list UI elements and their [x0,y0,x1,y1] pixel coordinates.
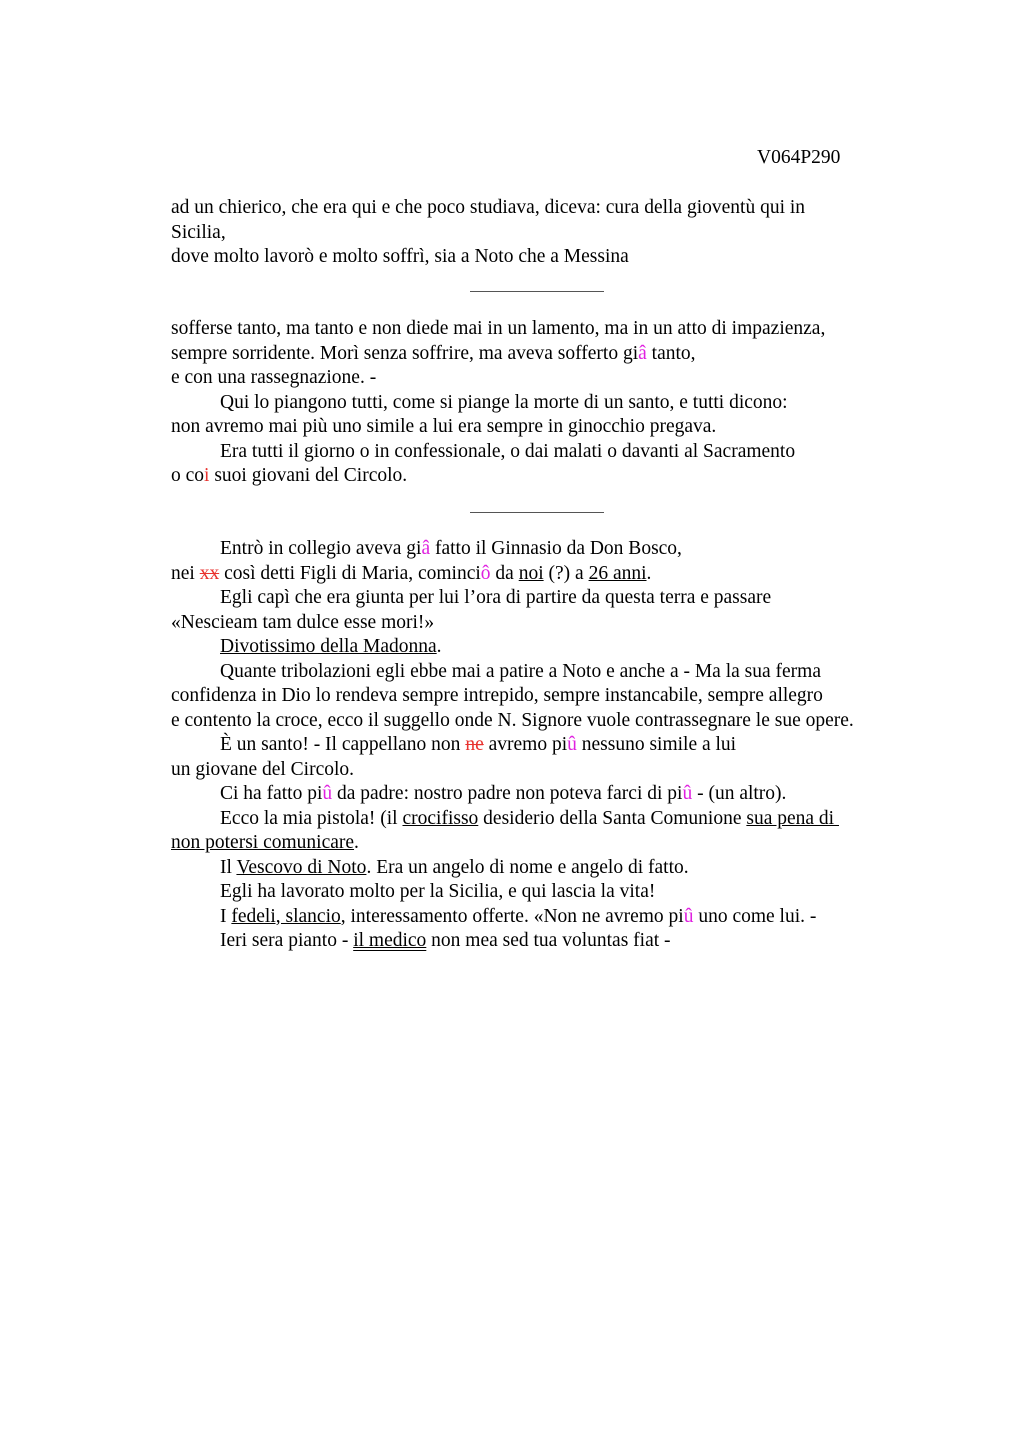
text-span: I [220,905,232,927]
paragraph-block-1 [171,196,911,270]
text-line [171,391,911,416]
corrected-accent: â [638,342,647,364]
text-span: e contento la croce, ecco il suggello onde N. Signore vuole contrassegnare le sue opere. [171,709,854,731]
text-line [171,831,911,856]
text-line [171,537,911,562]
text-span: nessuno simile a lui [576,734,737,755]
page-id: V064P290 [757,147,841,168]
text-line [171,611,911,636]
text-span: È un santo! - Il cappellano non [220,734,466,755]
text-line [171,464,911,489]
text-span: confidenza in Dio lo rendeva sempre intrepido, sempre instancabile, sempre allegro [171,685,823,706]
text-line [171,440,911,465]
corrected-accent: ô [480,562,491,584]
text-span: . [646,562,652,584]
underlined-text: 26 anni [588,562,647,584]
corrected-letter: i [204,465,210,486]
text-line [171,562,911,587]
text-line [171,880,911,905]
paragraph-block-2 [171,317,911,489]
text-line [171,221,911,246]
text-span: non avremo mai più uno simile a lui era sempre in ginocchio pregava. [171,416,717,437]
underlined-text: non potersi comunicare [171,832,355,853]
text-span: Qui lo piangono tutti, come si piange la morte di un santo, e tutti dicono: [220,391,788,413]
underlined-text: il medico [353,930,427,951]
underlined-text: noi [518,562,544,584]
underlined-text: Vescovo di Noto [236,856,367,878]
corrected-accent: û [322,783,333,804]
text-line [171,366,911,391]
text-span: . [436,636,442,657]
corrected-accent: û [567,734,577,755]
corrected-accent: â [421,538,431,559]
text-line [171,684,911,709]
text-span: , interessamento offerte. «Non ne avremo pi [340,905,684,927]
text-line [171,342,911,367]
section-separator [470,512,604,513]
text-span: Ecco la mia pistola! (il [220,807,403,829]
text-span: nei [171,562,200,584]
text-span: «Nescieam tam dulce esse mori!» [171,611,435,633]
deleted-text: xx [199,562,220,584]
text-line [171,733,911,758]
text-span: o co [171,465,205,486]
text-span: Ieri sera pianto - [220,930,354,951]
text-span: desiderio della Santa Comunione [478,807,747,829]
text-span: avremo pi [483,734,568,755]
text-span: fatto il Ginnasio da Don Bosco, [430,538,682,559]
text-span: - (un altro). [692,783,787,804]
text-line [171,807,911,832]
text-span: . Era un angelo di nome e angelo di fatto. [366,856,689,878]
text-span: Ci ha fatto pi [220,783,323,804]
text-span: ad un chierico, che era qui e che poco studiava, diceva: cura della gioventù qui in [171,197,806,218]
text-span: Egli ha lavorato molto per la Sicilia, e qui lascia la vita! [220,881,656,902]
underlined-text: crocifisso [402,807,479,829]
section-separator [470,291,604,292]
text-line [171,635,911,660]
text-line [171,782,911,807]
corrected-accent: û [682,783,693,804]
text-span: da [490,562,519,584]
text-line [171,586,911,611]
underlined-text: fedeli, slancio [231,905,341,927]
text-span: Era tutti il giorno o in confessionale, o dai malati o davanti al Sacramento [220,440,796,462]
text-span: suoi giovani del Circolo. [209,465,408,486]
text-line [171,245,911,270]
text-span: Sicilia, [171,221,226,243]
text-line [171,317,911,342]
underlined-text: sua pena di [746,807,839,829]
text-span: . [354,832,359,853]
text-span: e con una rassegnazione. - [171,367,377,388]
text-span: non mea sed tua voluntas fiat - [426,930,671,951]
text-line [171,196,911,221]
text-line [171,929,911,954]
text-span: Il [220,856,237,878]
text-line [171,709,911,734]
text-span: (?) a [543,562,589,584]
text-span: un giovane del Circolo. [171,758,355,780]
underlined-text: Divotissimo della Madonna [220,636,437,657]
text-span: sempre sorridente. Morì senza soffrire, ma aveva sofferto gi [171,342,639,364]
paragraph-block-3 [171,537,911,954]
text-span: tanto, [646,342,696,364]
text-span: Egli capì che era giunta per lui l’ora di partire da questa terra e passare [220,587,772,608]
deleted-text: ne [465,734,484,755]
text-span: così detti Figli di Maria, cominci [219,562,481,584]
corrected-accent: û [683,905,694,927]
text-span: dove molto lavorò e molto soffrì, sia a Noto che a Messina [171,246,629,267]
text-span: sofferse tanto, ma tanto e non diede mai in un lamento, ma in un atto di impazienza, [171,318,826,339]
text-line [171,905,911,930]
text-line [171,856,911,881]
text-line [171,660,911,685]
text-span: Quante tribolazioni egli ebbe mai a patire a Noto e anche a - Ma la sua ferma [220,660,821,682]
text-line [171,758,911,783]
text-span: da padre: nostro padre non poteva farci di pi [332,783,683,804]
text-span: Entrò in collegio aveva gi [220,538,422,559]
text-span: uno come lui. - [693,905,817,927]
text-line [171,415,911,440]
